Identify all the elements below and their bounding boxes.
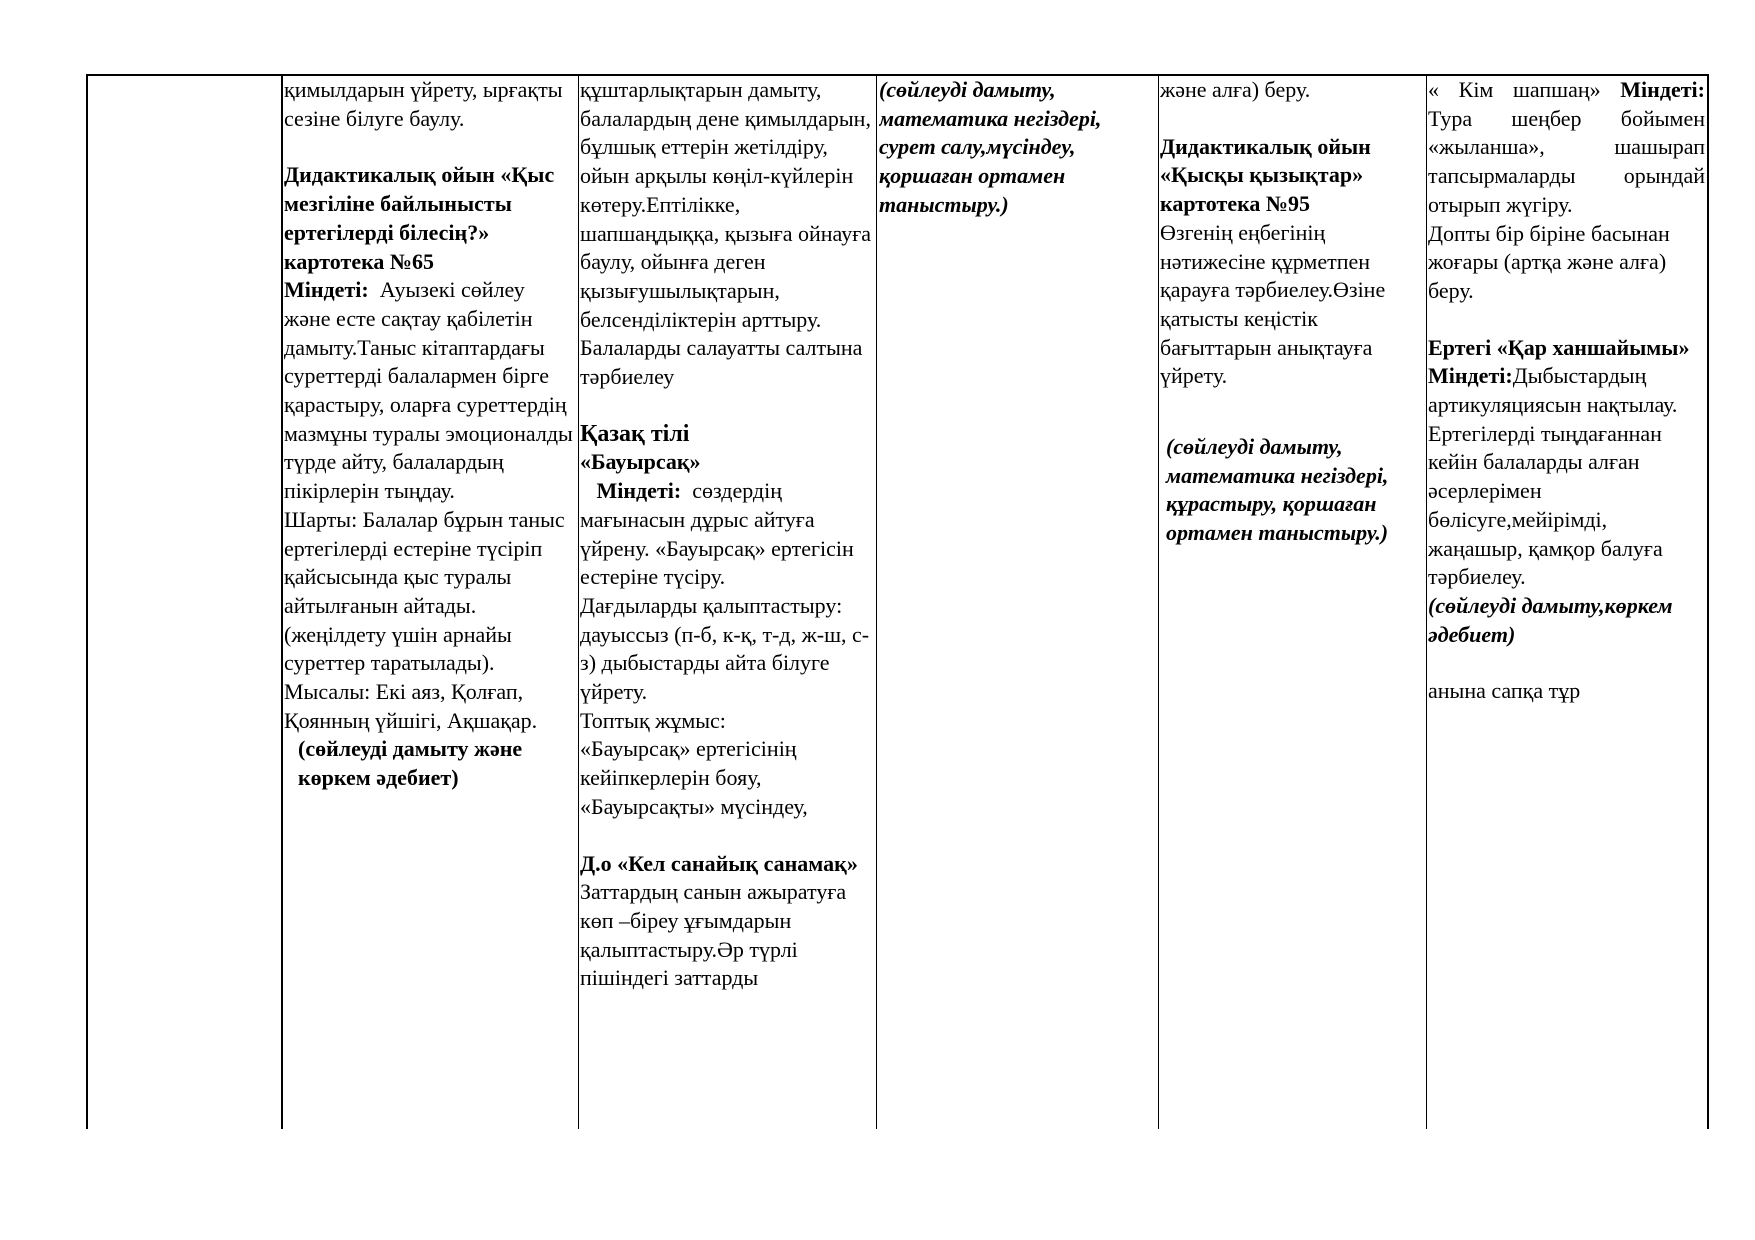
- sounds-text: дауыссыз (п-б, к-қ, т-д, ж-ш, с-з) дыбыстарды айта білуге үйрету.: [580, 621, 870, 705]
- table-cell-col2: [284, 76, 576, 1128]
- task-text: Ауызекі сөйлеу және есте сақтау қабілетін дамыту.Таныс кітаптардағы суреттерді балалармен бірге қарастыру, оларға суреттердің мазмұны туралы эмоционалды түрде айту, балалардың пікірлерін тыңдау.: [284, 277, 573, 504]
- column-divider-1: [281, 74, 283, 1129]
- task-label: Міндеті:: [1620, 77, 1705, 102]
- table-cell-col5: [1160, 76, 1424, 1128]
- table-cell-col6: [1428, 76, 1705, 1128]
- game-name: « Кім шапшаң»: [1428, 77, 1601, 102]
- column-divider-3: [876, 74, 877, 1129]
- story-title: «Бауырсақ»: [580, 449, 701, 475]
- areas-text: (сөйлеуді дамыту және көркем әдебиет): [298, 736, 523, 791]
- condition-text: Шарты: Балалар бұрын таныс ертегілерді естеріне түсіріп қайсысында қыс туралы айтылғанын айтады.: [284, 506, 565, 618]
- group-work-text: «Бауырсақ» ертегісінің кейіпкерлерін бояу, «Бауырсақты» мүсіндеу,: [580, 736, 808, 819]
- cell-text-last: анына сапқа тұр: [1428, 678, 1581, 704]
- table-cell-col3: [580, 76, 874, 1128]
- game-title: Дидактикалық ойын «Қыс мезгіліне байлынысты ертегілерді білесің?» картотека №65: [284, 162, 555, 274]
- note-text: (жеңілдету үшін арнайы суреттер таратылады).: [284, 621, 512, 676]
- table-right-border: [1707, 74, 1709, 1129]
- table-left-border: [86, 74, 88, 1129]
- areas-text: (сөйлеуді дамыту, математика негіздері, сурет салу,мүсіндеу, қоршаған ортамен таныстыру.): [879, 77, 1102, 217]
- column-divider-4: [1158, 74, 1159, 1129]
- areas-text: (сөйлеуді дамыту, математика негіздері, құрастыру, қоршаған ортамен таныстыру.): [1166, 434, 1389, 546]
- game-text: Өзгенің еңбегінің нәтижесіне құрметпен қарауға тәрбиелеу.Өзіне қатысты кеңістік бағыттарын анықтауға үйрету.: [1160, 219, 1386, 389]
- task-paragraph: [1428, 76, 1705, 220]
- task-paragraph: [284, 276, 576, 506]
- cell-text: қимылдарын үйрету, ырғақты сезіне білуге баулу.: [284, 77, 563, 131]
- story-title: Ертегі «Қар ханшайымы»: [1428, 334, 1690, 360]
- task2-label: Міндеті:: [1428, 363, 1513, 389]
- subject-heading: Қазақ тілі: [580, 420, 690, 447]
- column-divider-5: [1426, 74, 1427, 1129]
- areas-text: (сөйлеуді дамыту,көркем әдебиет): [1428, 592, 1673, 647]
- game-title: Дидактикалық ойын «Қысқы қызықтар» картотека №95: [1160, 133, 1371, 217]
- column-divider-2: [578, 74, 579, 1129]
- task-text: Тура шеңбер бойымен «жыланша», шашырап тапсырмаларды орындай отырып жүгіру.: [1428, 105, 1705, 217]
- skills-label: Дағдыларды қалыптастыру:: [580, 592, 843, 618]
- game-text: Заттардың санын ажыратуға көп –біреу ұғымдарын қалыптастыру.Әр түрлі пішіндегі заттарды: [580, 879, 847, 991]
- cell-text: құштарлықтарын дамыту, балалардың дене қимылдарын, бұлшық еттерін жетілдіру, ойын арқылы көңіл-күйлерін көтеру.Ептілікке, шапшаңдыққа, қызыға ойнауға баулу, ойынға деген қызығушылықтарын, белсенділіктерін арттыру. Балаларды салауатты салтына тәрбиелеу: [580, 77, 871, 390]
- task-text: сөздердің мағынасын дұрыс айтуға үйрену. «Бауырсақ» ертегісін естеріне түсіру.: [580, 478, 854, 590]
- task-label: Міндеті:: [596, 478, 682, 504]
- group-work-label: Топтық жұмыс:: [580, 707, 726, 733]
- task-paragraph: [580, 477, 874, 592]
- task-label: Міндеті:: [284, 277, 369, 303]
- task2-paragraph: [1428, 362, 1705, 592]
- task2-text: Дыбыстардың артикуляциясын нақтылау. Ертегілерді тыңдағаннан кейін балаларды алған әсерлерімен бөлісуге,мейірімді, жаңашыр, қамқор балуға тәрбиелеу.: [1428, 363, 1678, 590]
- cell-text: және алға) беру.: [1160, 77, 1311, 102]
- game-title: Д.о «Кел санайық санамақ»: [580, 850, 858, 876]
- example-text: Мысалы: Екі аяз, Қолғап, Қоянның үйшігі, Ақшақар.: [284, 679, 538, 733]
- table-cell-col4: [879, 76, 1156, 1128]
- ball-text: Допты бір біріне басынан жоғары (артқа және алға) беру.: [1428, 220, 1670, 303]
